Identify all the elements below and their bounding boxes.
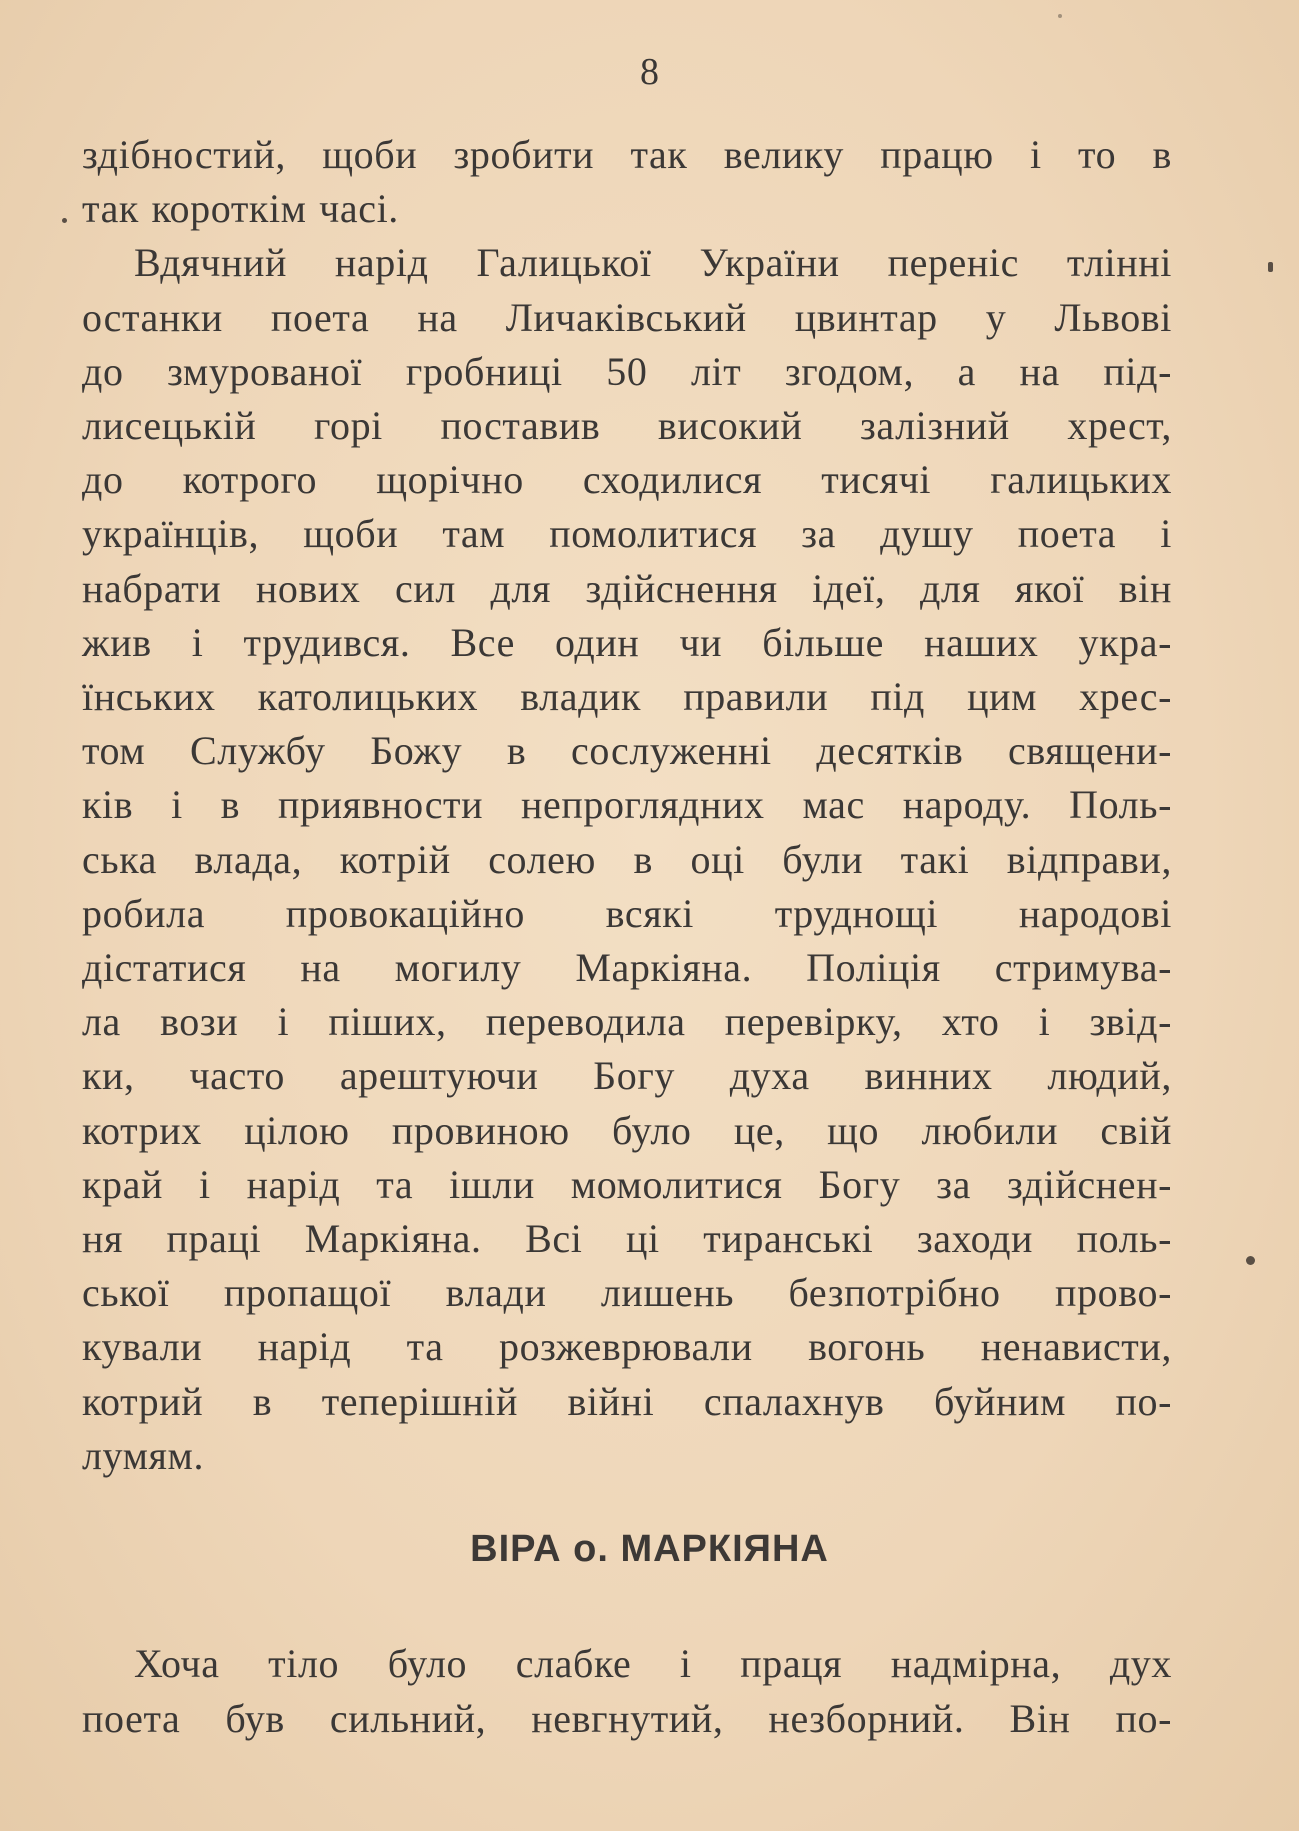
text-line: робила провокаційно всякі труднощі народові bbox=[82, 890, 1172, 936]
text-line: край і нарід та ішли момолитися Богу за здійснен- bbox=[82, 1161, 1172, 1207]
text-line: ської пропащої влади лишень безпотрібно прово- bbox=[82, 1270, 1172, 1316]
section-heading: ВІРА о. МАРКІЯНА bbox=[470, 1528, 829, 1570]
text-line: останки поета на Личаківський цвинтар у Львові bbox=[82, 294, 1172, 340]
text-line: до котрого щорічно сходилися тисячі галицьких bbox=[82, 457, 1172, 503]
text-line: дістатися на могилу Маркіяна. Поліція стримува- bbox=[82, 945, 1172, 991]
text-line: лисецькій горі поставив високий залізний хрест, bbox=[82, 403, 1172, 449]
section-paragraph bbox=[82, 1636, 1172, 1746]
text-line: до змурованої гробниці 50 літ згодом, а на під- bbox=[82, 348, 1172, 394]
text-line: набрати нових сил для здійснення ідеї, для якої він bbox=[82, 565, 1172, 611]
text-line: ків і в приявности непроглядних мас народу. Поль- bbox=[82, 782, 1172, 828]
text-line: том Службу Божу в сослуженні десятків священи- bbox=[82, 728, 1172, 774]
text-line: Хоча тіло було слабке і праця надмірна, дух bbox=[134, 1641, 1172, 1686]
text-line: так короткім часі. bbox=[82, 186, 399, 232]
text-line: ська влада, котрій солею в оці були такі відправи, bbox=[82, 836, 1172, 882]
text-line: ки, часто арештуючи Богу духа винних людий, bbox=[82, 1053, 1172, 1099]
text-line: котрих цілою провиною було це, що любили свій bbox=[82, 1107, 1172, 1153]
page-number: 8 bbox=[640, 51, 659, 93]
text-line: жив і трудився. Все один чи більше наших укра- bbox=[82, 619, 1172, 665]
paragraph-2 bbox=[82, 236, 1172, 1483]
text-line: лумям. bbox=[82, 1432, 205, 1478]
text-line: здібностий, щоби зробити так велику працю і то в bbox=[82, 132, 1172, 177]
text-line: поета був сильний, невгнутий, незборний. Він по- bbox=[82, 1696, 1172, 1741]
body-text bbox=[82, 128, 1172, 1483]
paper-speck bbox=[1268, 262, 1273, 272]
text-line: Вдячний нарід Галицької України переніс тлінні bbox=[134, 240, 1172, 286]
text-line: кували нарід та розжеврювали вогонь ненависти, bbox=[82, 1324, 1172, 1370]
paper-speck bbox=[62, 218, 67, 223]
text-line: українців, щоби там помолитися за душу поета і bbox=[82, 511, 1172, 557]
text-line: ла вози і піших, переводила перевірку, хто і звід- bbox=[82, 999, 1172, 1045]
text-line: їнських католицьких владик правили під цим хрес- bbox=[82, 674, 1172, 720]
paper-speck bbox=[1058, 14, 1062, 18]
paper-speck bbox=[1246, 1256, 1255, 1265]
paragraph-1 bbox=[82, 128, 1172, 236]
text-line: котрий в теперішній війні спалахнув буйним по- bbox=[82, 1378, 1172, 1424]
text-line: ня праці Маркіяна. Всі ці тиранські заходи поль- bbox=[82, 1216, 1172, 1262]
